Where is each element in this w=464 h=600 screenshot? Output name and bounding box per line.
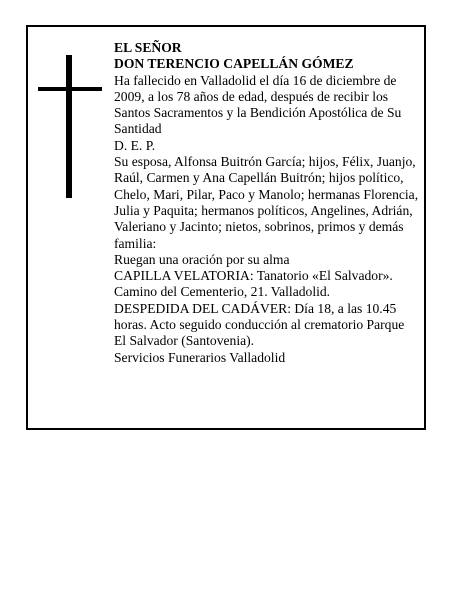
death-announcement: Ha fallecido en Valladolid el día 16 de diciembre de 2009, a los 78 años de edad, después de recibir los Santos Sacramentos y la Bendición Apostólica de Su Santidad [114, 72, 402, 137]
chapel-info: CAPILLA VELATORIA: Tanatorio «El Salvador». Camino del Cementerio, 21. Valladolid. [114, 268, 393, 300]
prayer-request: Ruegan una oración por su alma [114, 251, 290, 267]
cross-horizontal-bar [38, 87, 102, 91]
farewell-info: DESPEDIDA DEL CADÁVER: Día 18, a las 10.45 horas. Acto seguido conducción al crematorio Parque El Salvador (Santovenia). [114, 300, 405, 349]
obituary-notice [26, 25, 426, 430]
funeral-services: Servicios Funerarios Valladolid [114, 349, 286, 365]
deceased-name: DON TERENCIO CAPELLÁN GÓMEZ [114, 56, 354, 72]
family-list: Su esposa, Alfonsa Buitrón García; hijos, Félix, Juanjo, Raúl, Carmen y Ana Capellán Buitrón; hijos político, Chelo, Mari, Pilar, Paco y Manolo; hermanas Florencia, Julia y Paquita; hermanos políticos, Angelines, Adrián, Valeriano y Jacinto; nietos, sobrinos, primos y demás familia: [114, 154, 419, 251]
notice-text [114, 40, 419, 366]
cross-vertical-bar [66, 55, 72, 198]
notice-heading: EL SEÑOR [114, 40, 182, 55]
dep-text: D. E. P. [114, 137, 156, 153]
